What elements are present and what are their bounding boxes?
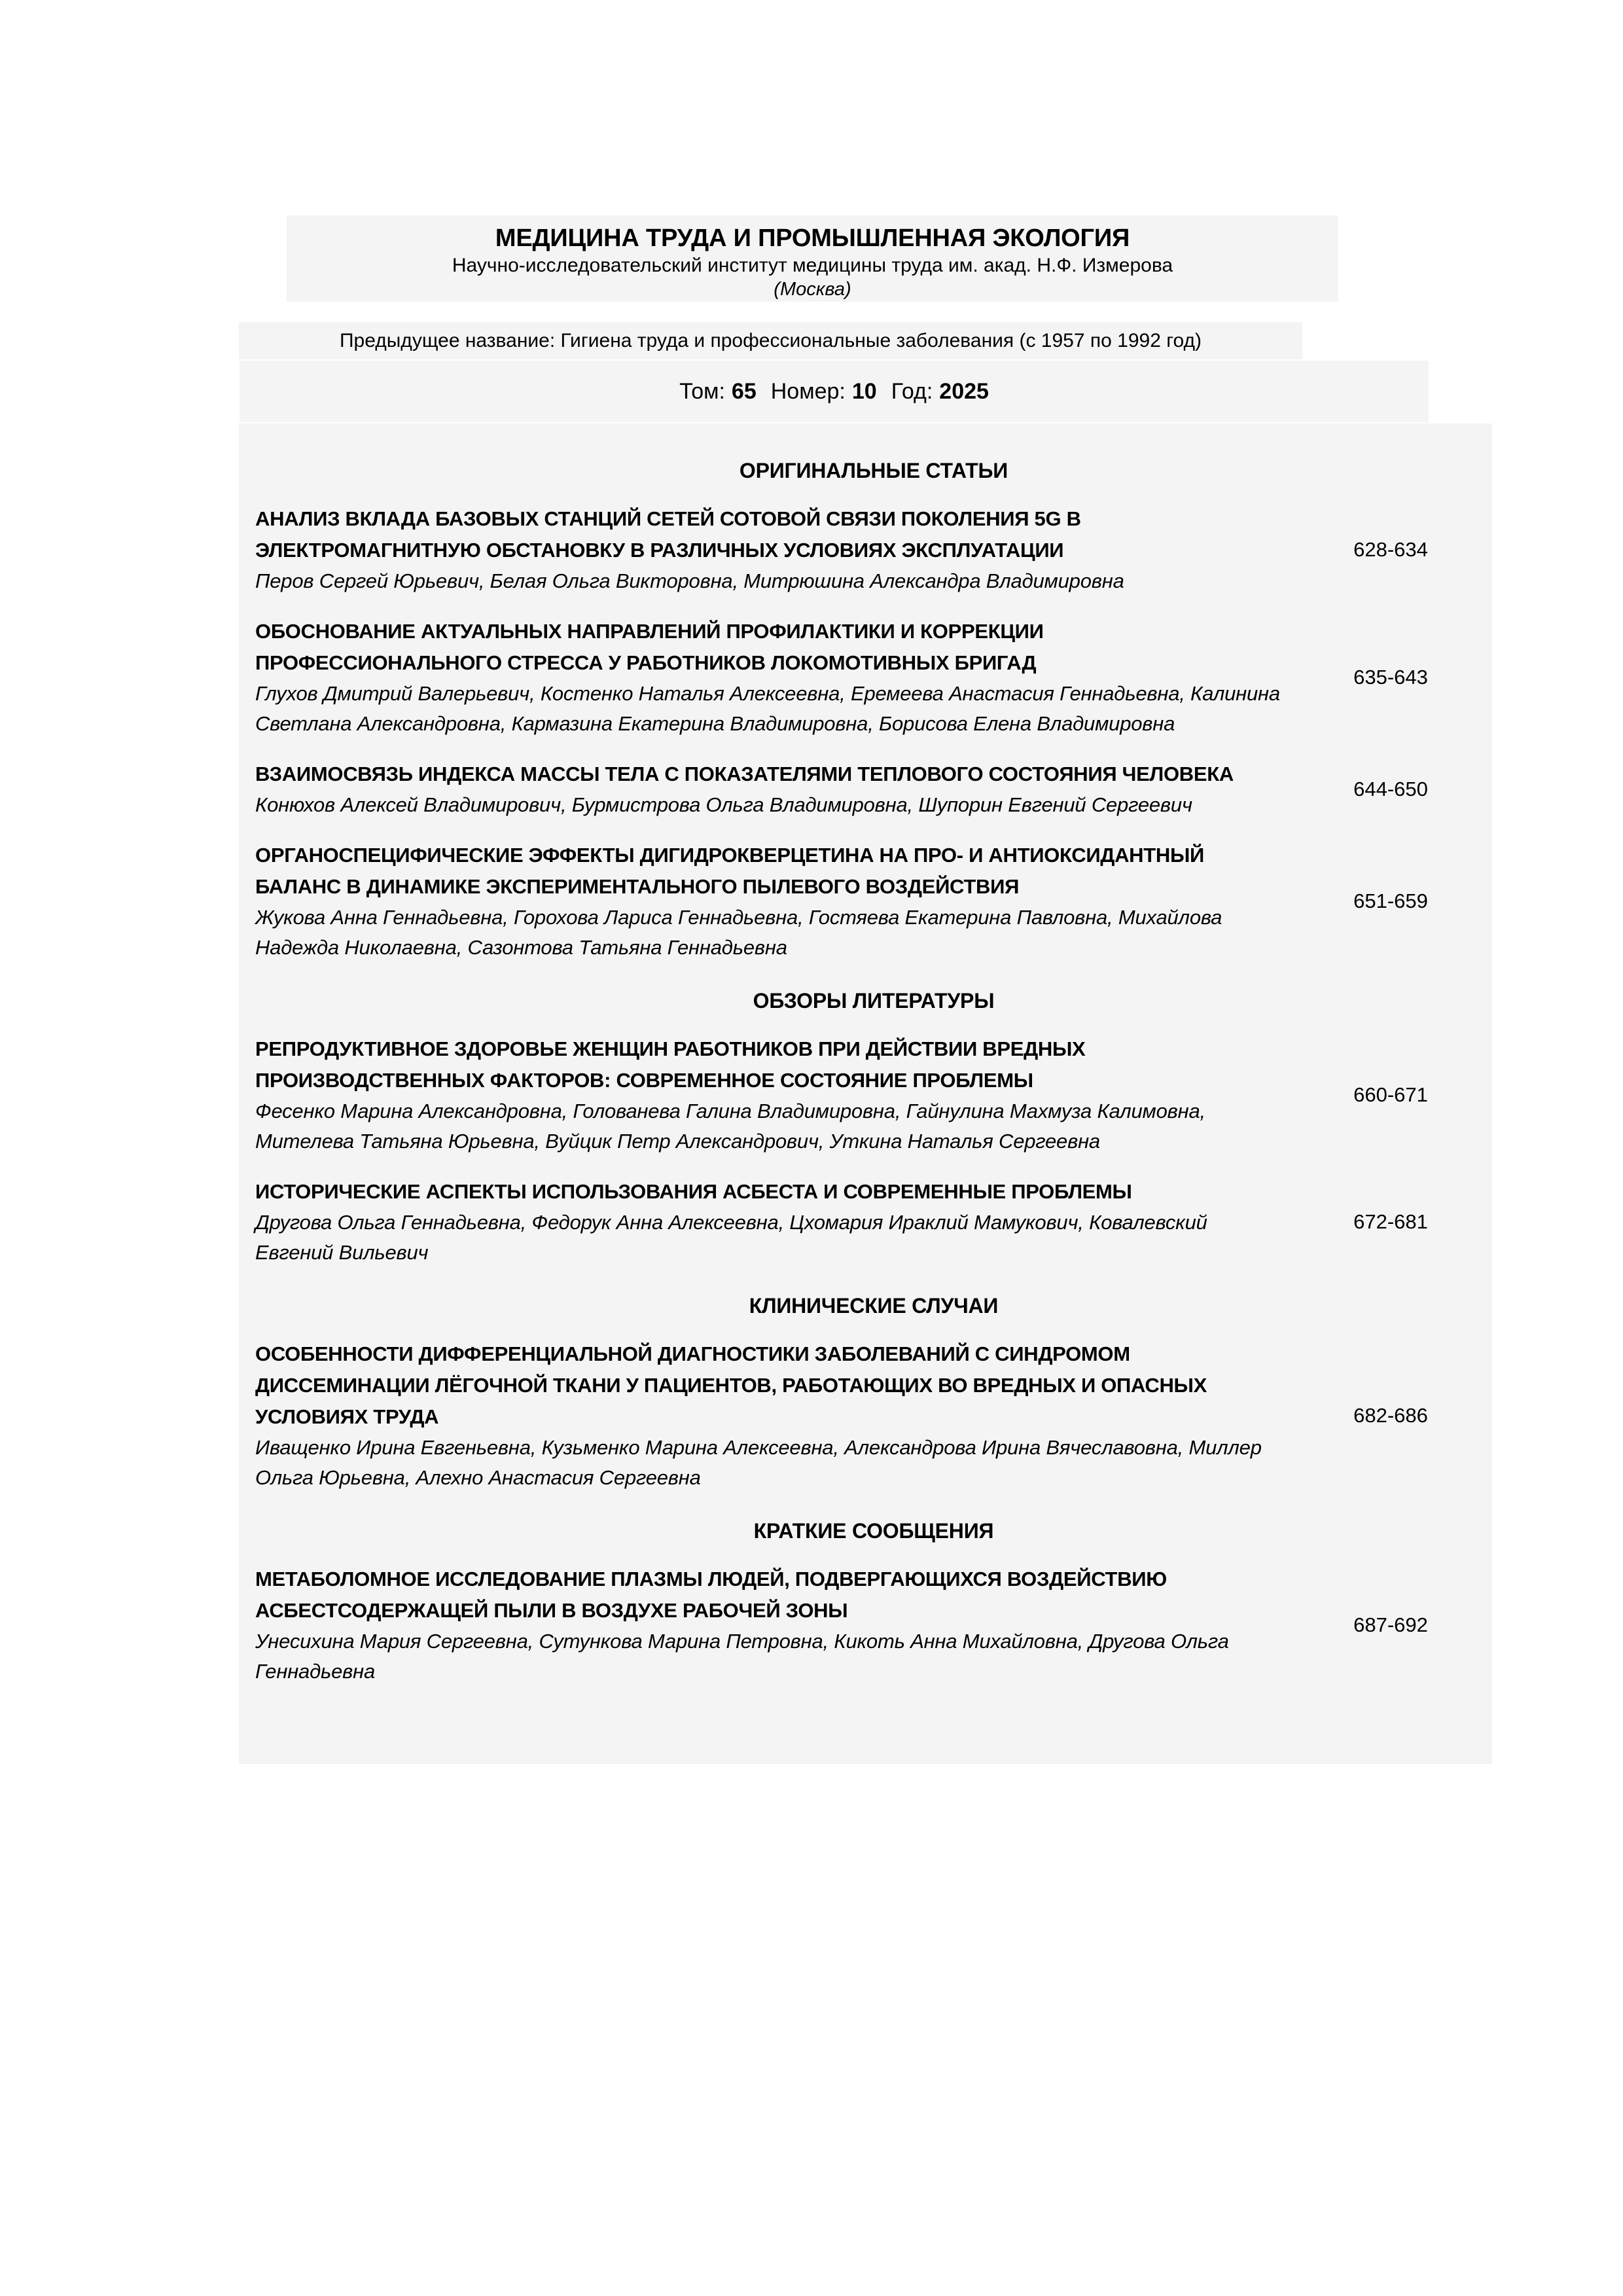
article-page-range: 635-643 <box>1353 666 1428 689</box>
article-page-range: 672-681 <box>1353 1210 1428 1233</box>
issue-info-bar <box>240 361 1429 422</box>
article-row <box>255 840 1492 963</box>
article-authors: Жукова Анна Геннадьевна, Горохова Лариса Геннадьевна, Гостяева Екатерина Павловна, Михайлова Надежда Николаевна, Сазонтова Татьяна Геннадьевна <box>255 906 1222 959</box>
volume-value: 65 <box>731 378 757 404</box>
article-text-cell <box>255 1176 1289 1268</box>
journal-institute: Научно-исследовательский институт медицины труда им. акад. Н.Ф. Измерова <box>452 255 1173 276</box>
section-heading: КЛИНИЧЕСКИЕ СЛУЧАИ <box>749 1294 999 1318</box>
article-authors: Фесенко Марина Александровна, Голованева Галина Владимировна, Гайнулина Махмуза Калимовна, Мителева Татьяна Юрьевна, Вуйцик Петр Александрович, Уткина Наталья Сергеевна <box>255 1100 1205 1153</box>
article-title: МЕТАБОЛОМНОЕ ИССЛЕДОВАНИЕ ПЛАЗМЫ ЛЮДЕЙ, ПОДВЕРГАЮЩИХСЯ ВОЗДЕЙСТВИЮ АСБЕСТСОДЕРЖАЩЕЙ ПЫЛИ В ВОЗДУХЕ РАБОЧЕЙ ЗОНЫ <box>255 1568 1167 1622</box>
section-heading: ОБЗОРЫ ЛИТЕРАТУРЫ <box>753 989 995 1013</box>
previous-name-text: Предыдущее название: Гигиена труда и профессиональные заболевания (с 1957 по 1992 год) <box>339 329 1202 351</box>
article-text-cell <box>255 616 1289 739</box>
year-value: 2025 <box>939 378 989 404</box>
journal-city: (Москва) <box>774 279 851 300</box>
article-text-cell <box>255 1564 1289 1687</box>
article-row <box>255 1176 1492 1268</box>
year-label: Год: <box>891 378 933 404</box>
article-row <box>255 503 1492 596</box>
article-text-cell <box>255 1033 1289 1157</box>
article-page-range: 660-671 <box>1353 1083 1428 1106</box>
article-row <box>255 616 1492 739</box>
article-page-range: 628-634 <box>1353 538 1428 561</box>
toc-content-panel <box>239 423 1492 1764</box>
section-heading: КРАТКИЕ СООБЩЕНИЯ <box>753 1519 994 1543</box>
toc-section <box>255 988 1492 1268</box>
article-row <box>255 1033 1492 1157</box>
article-authors: Иващенко Ирина Евгеньевна, Кузьменко Марина Алексеевна, Александрова Ирина Вячеславовна, Миллер Ольга Юрьевна, Алехно Анастасия Сергеевна <box>255 1436 1262 1489</box>
number-label: Номер: <box>770 378 846 404</box>
volume-label: Том: <box>679 378 725 404</box>
article-text-cell <box>255 503 1289 596</box>
journal-title: МЕДИЦИНА ТРУДА И ПРОМЫШЛЕННАЯ ЭКОЛОГИЯ <box>495 224 1130 252</box>
article-title: ОБОСНОВАНИЕ АКТУАЛЬНЫХ НАПРАВЛЕНИЙ ПРОФИЛАКТИКИ И КОРРЕКЦИИ ПРОФЕССИОНАЛЬНОГО СТРЕССА У РАБОТНИКОВ ЛОКОМОТИВНЫХ БРИГАД <box>255 620 1044 674</box>
article-title: РЕПРОДУКТИВНОЕ ЗДОРОВЬЕ ЖЕНЩИН РАБОТНИКОВ ПРИ ДЕЙСТВИИ ВРЕДНЫХ ПРОИЗВОДСТВЕННЫХ ФАКТОРОВ: СОВРЕМЕННОЕ СОСТОЯНИЕ ПРОБЛЕМЫ <box>255 1037 1086 1092</box>
article-title: АНАЛИЗ ВКЛАДА БАЗОВЫХ СТАНЦИЙ СЕТЕЙ СОТОВОЙ СВЯЗИ ПОКОЛЕНИЯ 5G В ЭЛЕКТРОМАГНИТНУЮ ОБСТАНОВКУ В РАЗЛИЧНЫХ УСЛОВИЯХ ЭКСПЛУАТАЦИИ <box>255 507 1081 562</box>
article-text-cell <box>255 759 1289 820</box>
article-title: ИСТОРИЧЕСКИЕ АСПЕКТЫ ИСПОЛЬЗОВАНИЯ АСБЕСТА И СОВРЕМЕННЫЕ ПРОБЛЕМЫ <box>255 1180 1132 1203</box>
article-text-cell <box>255 1338 1289 1493</box>
article-row <box>255 1564 1492 1687</box>
article-title: ОСОБЕННОСТИ ДИФФЕРЕНЦИАЛЬНОЙ ДИАГНОСТИКИ ЗАБОЛЕВАНИЙ С СИНДРОМОМ ДИССЕМИНАЦИИ ЛЁГОЧНОЙ ТКАНИ У ПАЦИЕНТОВ, РАБОТАЮЩИХ ВО ВРЕДНЫХ И ОПАСНЫХ УСЛОВИЯХ ТРУДА <box>255 1342 1207 1428</box>
number-value: 10 <box>851 378 877 404</box>
article-title: ВЗАИМОСВЯЗЬ ИНДЕКСА МАССЫ ТЕЛА С ПОКАЗАТЕЛЯМИ ТЕПЛОВОГО СОСТОЯНИЯ ЧЕЛОВЕКА <box>255 762 1234 785</box>
article-page-range: 644-650 <box>1353 778 1428 800</box>
article-page-range: 687-692 <box>1353 1613 1428 1636</box>
article-page-range: 682-686 <box>1353 1404 1428 1427</box>
article-title: ОРГАНОСПЕЦИФИЧЕСКИЕ ЭФФЕКТЫ ДИГИДРОКВЕРЦЕТИНА НА ПРО- И АНТИОКСИДАНТНЫЙ БАЛАНС В ДИНАМИКЕ ЭКСПЕРИМЕНТАЛЬНОГО ПЫЛЕВОГО ВОЗДЕЙСТВИЯ <box>255 844 1205 898</box>
previous-name-bar <box>239 322 1302 359</box>
toc-section <box>255 1518 1492 1687</box>
article-row <box>255 1338 1492 1493</box>
article-authors: Конюхов Алексей Владимирович, Бурмистрова Ольга Владимировна, Шупорин Евгений Сергеевич <box>255 793 1192 816</box>
article-text-cell <box>255 840 1289 963</box>
article-authors: Унесихина Мария Сергеевна, Сутункова Марина Петровна, Кикоть Анна Михайловна, Другова Ольга Геннадьевна <box>255 1630 1229 1683</box>
article-row <box>255 759 1492 820</box>
section-heading: ОРИГИНАЛЬНЫЕ СТАТЬИ <box>739 459 1008 482</box>
article-authors: Перов Сергей Юрьевич, Белая Ольга Викторовна, Митрюшина Александра Владимировна <box>255 569 1124 592</box>
toc-section <box>255 1293 1492 1493</box>
article-page-range: 651-659 <box>1353 889 1428 912</box>
article-authors: Другова Ольга Геннадьевна, Федорук Анна Алексеевна, Цхомария Ираклий Мамукович, Ковалевский Евгений Вильевич <box>255 1211 1207 1264</box>
article-authors: Глухов Дмитрий Валерьевич, Костенко Наталья Алексеевна, Еремеева Анастасия Геннадьевна, Калинина Светлана Александровна, Кармазина Екатерина Владимировна, Борисова Елена Владимировна <box>255 682 1280 735</box>
journal-header-panel <box>287 215 1338 302</box>
toc-section <box>255 457 1492 963</box>
